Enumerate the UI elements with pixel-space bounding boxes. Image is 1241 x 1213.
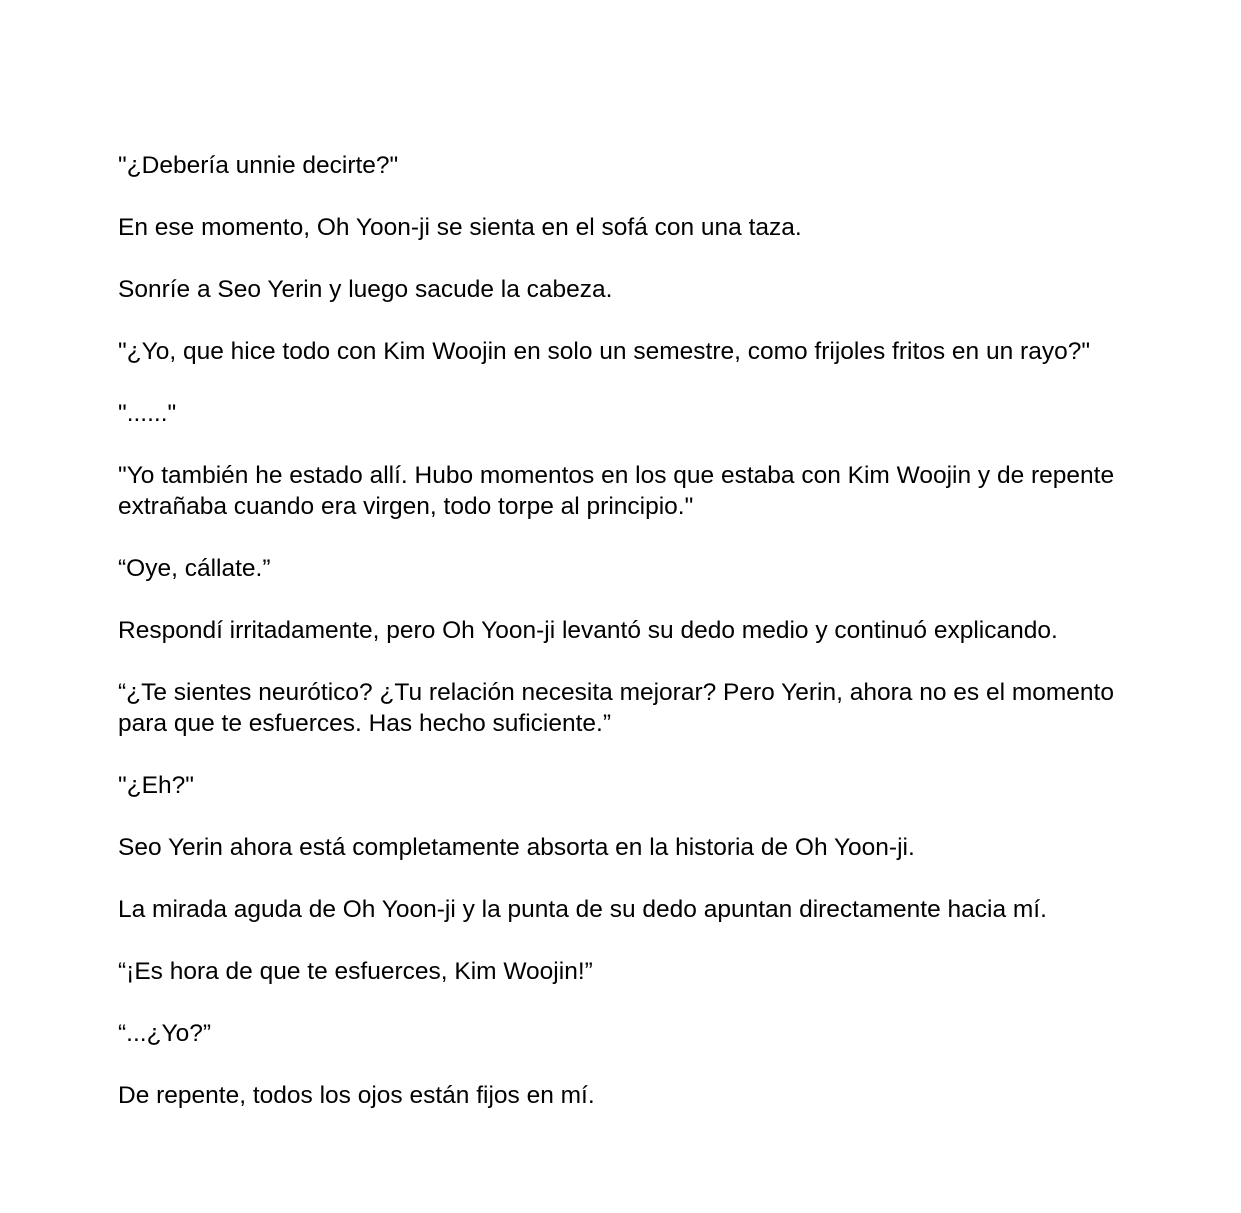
document-page <box>118 150 1121 1142</box>
paragraph: "¿Debería unnie decirte?" <box>118 152 399 179</box>
paragraph: “¡Es hora de que te esfuerces, Kim Woojin!” <box>118 958 593 985</box>
paragraph: Sonríe a Seo Yerin y luego sacude la cabeza. <box>118 276 613 303</box>
paragraph: La mirada aguda de Oh Yoon-ji y la punta de su dedo apuntan directamente hacia mí. <box>118 896 1047 923</box>
paragraph: “Oye, cállate.” <box>118 555 271 582</box>
paragraph: “¿Te sientes neurótico? ¿Tu relación necesita mejorar? Pero Yerin, ahora no es el momento para que te esfuerces. Has hecho suficiente.” <box>118 679 1121 737</box>
paragraph: "¿Yo, que hice todo con Kim Woojin en solo un semestre, como frijoles fritos en un rayo?" <box>118 338 1091 365</box>
paragraph: "......" <box>118 400 177 427</box>
paragraph: En ese momento, Oh Yoon-ji se sienta en el sofá con una taza. <box>118 214 802 241</box>
paragraph: "Yo también he estado allí. Hubo momentos en los que estaba con Kim Woojin y de repente extrañaba cuando era virgen, todo torpe al principio." <box>118 462 1121 520</box>
paragraph: "¿Eh?" <box>118 772 194 799</box>
paragraph: Seo Yerin ahora está completamente absorta en la historia de Oh Yoon-ji. <box>118 834 915 861</box>
paragraph: De repente, todos los ojos están fijos en mí. <box>118 1082 595 1109</box>
paragraph: “...¿Yo?” <box>118 1020 212 1047</box>
paragraph: Respondí irritadamente, pero Oh Yoon-ji levantó su dedo medio y continuó explicando. <box>118 617 1058 644</box>
